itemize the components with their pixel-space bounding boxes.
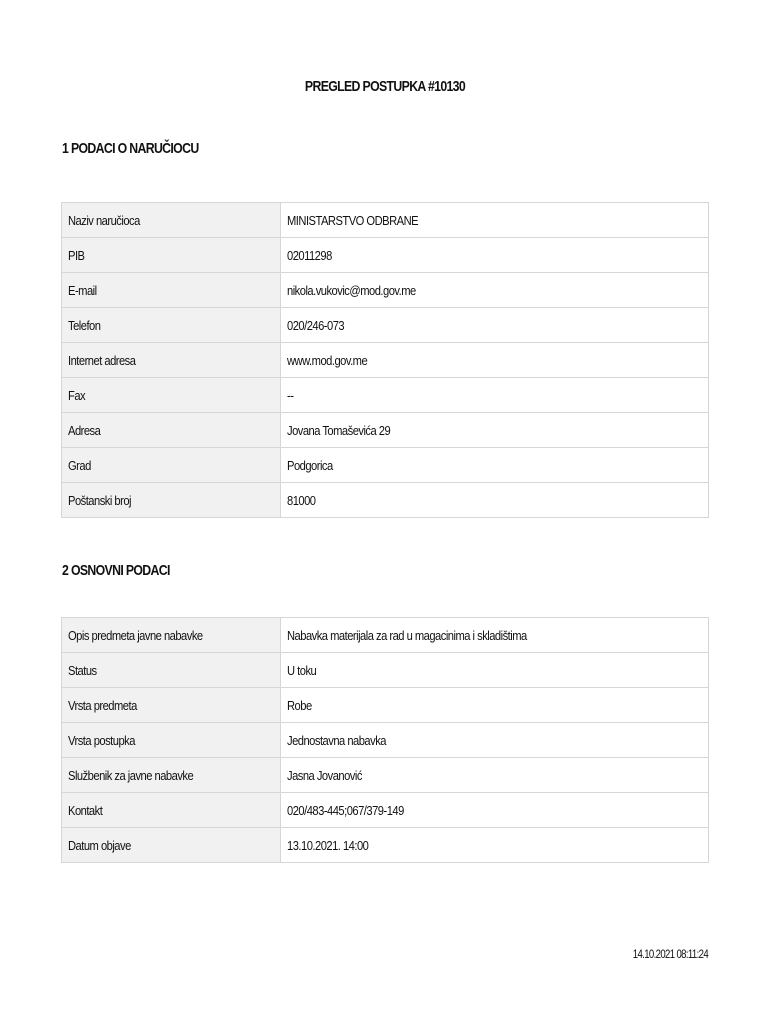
table-row bbox=[62, 688, 709, 723]
row-value: Jednostavna nabavka bbox=[281, 723, 709, 758]
table-row bbox=[62, 723, 709, 758]
table-row bbox=[62, 308, 709, 343]
row-value: 020/483-445;067/379-149 bbox=[281, 793, 709, 828]
row-value: 020/246-073 bbox=[281, 308, 709, 343]
table-row bbox=[62, 828, 709, 863]
table-row bbox=[62, 273, 709, 308]
table-row bbox=[62, 343, 709, 378]
row-label: Naziv naručioca bbox=[62, 203, 281, 238]
row-value: 81000 bbox=[281, 483, 709, 518]
row-value: U toku bbox=[281, 653, 709, 688]
table-row bbox=[62, 793, 709, 828]
row-label: Telefon bbox=[62, 308, 281, 343]
row-value: MINISTARSTVO ODBRANE bbox=[281, 203, 709, 238]
row-value: 13.10.2021. 14:00 bbox=[281, 828, 709, 863]
row-label: Adresa bbox=[62, 413, 281, 448]
row-label: Status bbox=[62, 653, 281, 688]
row-value: Jasna Jovanović bbox=[281, 758, 709, 793]
print-timestamp: 14.10.2021 08:11:24 bbox=[632, 947, 708, 961]
table-row bbox=[62, 448, 709, 483]
row-label: Datum objave bbox=[62, 828, 281, 863]
row-label: Vrsta postupka bbox=[62, 723, 281, 758]
table-row bbox=[62, 758, 709, 793]
table-row bbox=[62, 413, 709, 448]
contracting-authority-table bbox=[61, 202, 709, 518]
row-label: Internet adresa bbox=[62, 343, 281, 378]
row-value: 02011298 bbox=[281, 238, 709, 273]
row-label: PIB bbox=[62, 238, 281, 273]
row-value: -- bbox=[281, 378, 709, 413]
row-label: Opis predmeta javne nabavke bbox=[62, 618, 281, 653]
row-value: Nabavka materijala za rad u magacinima i skladištima bbox=[281, 618, 709, 653]
row-label: Fax bbox=[62, 378, 281, 413]
row-label: E-mail bbox=[62, 273, 281, 308]
table-row bbox=[62, 238, 709, 273]
table-row bbox=[62, 378, 709, 413]
row-value: www.mod.gov.me bbox=[281, 343, 709, 378]
row-value: nikola.vukovic@mod.gov.me bbox=[281, 273, 709, 308]
row-label: Službenik za javne nabavke bbox=[62, 758, 281, 793]
row-label: Grad bbox=[62, 448, 281, 483]
row-value: Podgorica bbox=[281, 448, 709, 483]
page-title: PREGLED POSTUPKA #10130 bbox=[304, 78, 466, 95]
row-value: Robe bbox=[281, 688, 709, 723]
table-row bbox=[62, 618, 709, 653]
table-row bbox=[62, 653, 709, 688]
table-row bbox=[62, 203, 709, 238]
row-value: Jovana Tomaševića 29 bbox=[281, 413, 709, 448]
row-label: Kontakt bbox=[62, 793, 281, 828]
section-heading-basic-data: 2 OSNOVNI PODACI bbox=[62, 562, 170, 579]
table-row bbox=[62, 483, 709, 518]
section-heading-contracting-authority: 1 PODACI O NARUČIOCU bbox=[62, 140, 199, 157]
row-label: Vrsta predmeta bbox=[62, 688, 281, 723]
basic-data-table bbox=[61, 617, 709, 863]
row-label: Poštanski broj bbox=[62, 483, 281, 518]
